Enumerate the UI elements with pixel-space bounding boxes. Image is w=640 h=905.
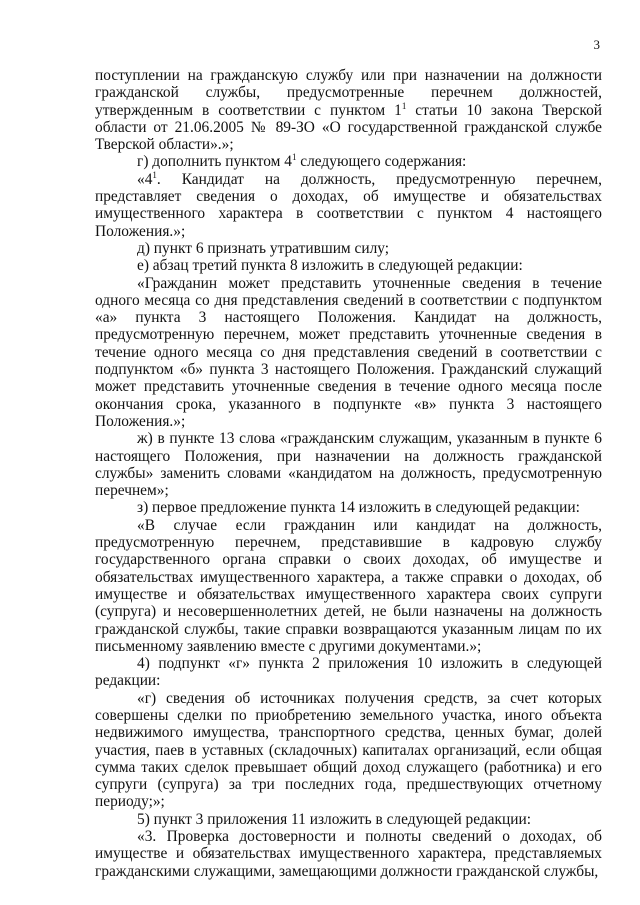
paragraph <box>95 655 602 690</box>
paragraph-text: е) абзац третий пункта 8 изложить в следующей редакции: <box>137 257 523 275</box>
paragraph-text: г) дополнить пунктом 4 <box>137 153 292 171</box>
paragraph <box>95 275 602 431</box>
paragraph <box>95 153 602 170</box>
paragraph-text: «3. Проверка достоверности и полноты сведений о доходах, об имуществе и обязательствах имущественного характера, представляемых гражданскими служащими, замещающими должности гражданской службы, <box>95 828 602 880</box>
paragraph-text: д) пункт 6 признать утратившим силу; <box>137 239 390 257</box>
paragraph <box>95 430 602 499</box>
paragraph-text: з) первое предложение пункта 14 изложить в следующей редакции: <box>137 499 580 517</box>
paragraph <box>95 67 602 153</box>
superscript: 1 <box>152 169 157 180</box>
paragraph <box>95 257 602 274</box>
superscript: 1 <box>291 152 297 163</box>
paragraph <box>95 240 602 257</box>
paragraph <box>95 690 602 811</box>
paragraph <box>95 517 602 655</box>
paragraph <box>95 499 602 516</box>
paragraph-text: «4 <box>137 170 153 188</box>
paragraph-text: «В случае если гражданин или кандидат на должность, предусмотренную перечнем, представившие в кадровую службу государственного органа справки о своих доходах, об имуществе и обязательствах имущественного характера, а также справки о доходах, об имуществе и обязательствах имущественного характера своих супруги (супруга) и несовершеннолетних детей, не были назначены на должность гражданской службы, такие справки возвращаются указанным лицам по их письменному заявлению вместе с другими документами.»; <box>95 516 602 655</box>
paragraph-text: поступлении на гражданскую службу или при назначении на должности гражданской службы, предусмотренные перечнем должностей, утвержденным в соответствии с пунктом 1 <box>95 67 602 119</box>
paragraph-text: статьи 10 закона Тверской области от 21.06.2005 № 89-ЗО «О государственной гражданской службе Тверской области».»; <box>95 101 603 154</box>
paragraph <box>95 171 602 240</box>
page-number: 3 <box>593 37 600 52</box>
paragraph-text: 4) подпункт «г» пункта 2 приложения 10 изложить в следующей редакции: <box>95 655 602 690</box>
paragraph-text: следующего содержания: <box>296 153 467 171</box>
paragraph-text: «г) сведения об источниках получения средств, за счет которых совершены сделки по приобретению земельного участка, иного объекта недвижимого имущества, транспортного средства, ценных бумаг, долей участия, паев в уставных (складочных) капиталах организаций, если общая сумма таких сделок превышает общий доход служащего (работника) и его супруги (супруга) за три последних года, предшествующих отчетному периоду;»; <box>95 689 602 811</box>
paragraph-text: ж) в пункте 13 слова «гражданским служащим, указанным в пункте 6 настоящего Положения, при назначении на должность гражданской службы» заменить словами «кандидатом на должность, предусмотренную перечнем»; <box>95 430 602 500</box>
paragraph <box>95 811 602 828</box>
paragraph <box>95 828 602 880</box>
paragraph-text: . Кандидат на должность, предусмотренную перечнем, представляет сведения о доходах, об имуществе и обязательствах имущественного характера в соответствии с пунктом 4 настоящего Положения.»; <box>95 170 602 240</box>
document-body <box>95 67 602 880</box>
paragraph-text: 5) пункт 3 приложения 11 изложить в следующей редакции: <box>137 810 531 828</box>
superscript: 1 <box>401 100 407 111</box>
paragraph-text: «Гражданин может представить уточненные сведения в течение одного месяца со дня представления сведений в соответствии с подпунктом «а» пункта 3 настоящего Положения. Кандидат на должность, предусмотренную перечнем, может представить уточненные сведения в течение одного месяца со дня представления сведений в соответствии с подпунктом «б» пункта 3 настоящего Положения. Гражданский служащий может представить уточненные сведения в течение одного месяца после окончания срока, указанного в подпункте «в» пункта 3 настоящего Положения.»; <box>95 274 602 430</box>
